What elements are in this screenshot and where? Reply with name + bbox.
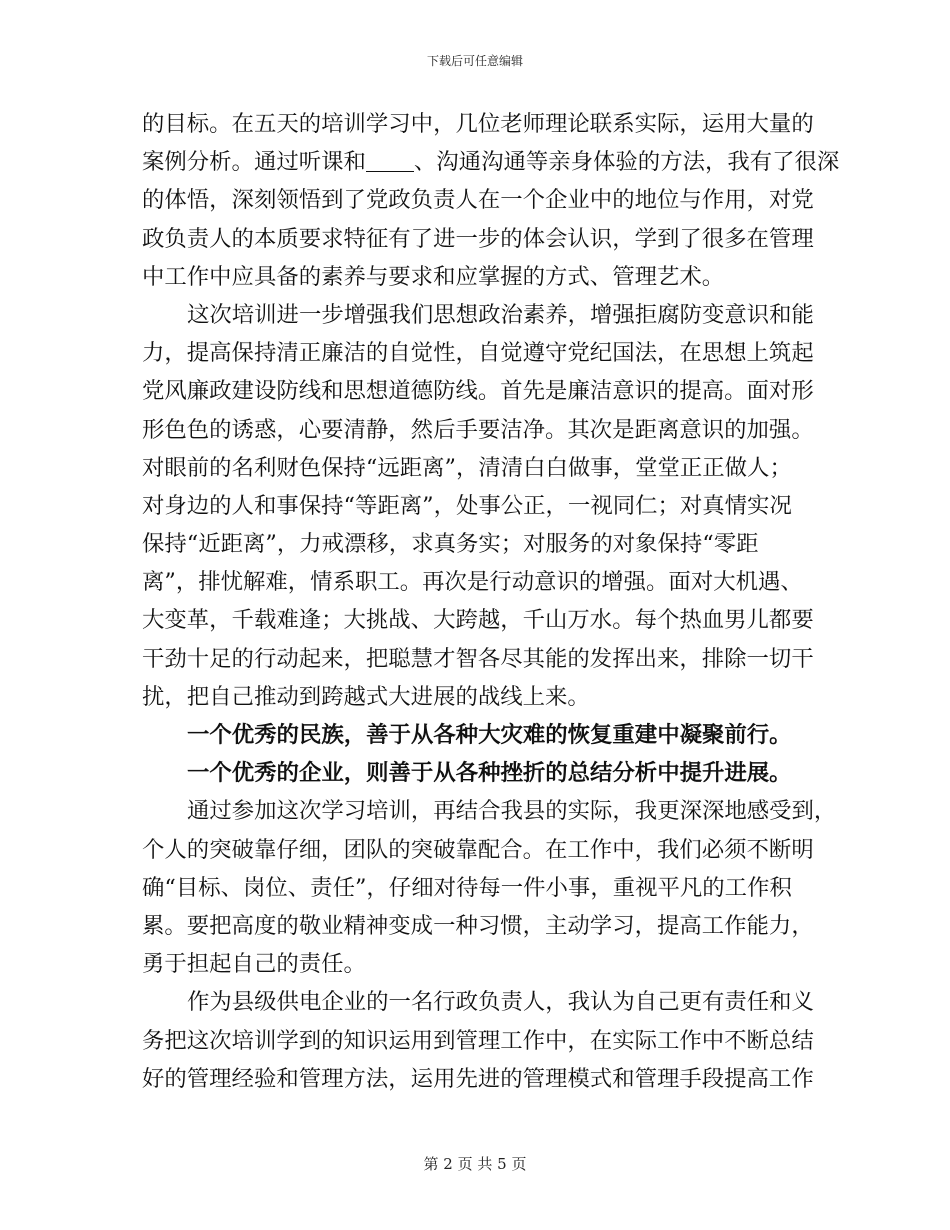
text-line: 的体悟，深刻领悟到了党政负责人在一个企业中的地位与作用，对党: [142, 187, 814, 214]
text-line: 大变革，千载难逢；大挑战、大跨越，千山万水。每个热血男儿都要: [142, 607, 814, 634]
text-line: 通过参加这次学习培训，再结合我县的实际，我更深深地感受到，: [187, 798, 837, 825]
text-line: 对身边的人和事保持“等距离”，处事公正，一视同仁；对真情实况: [142, 492, 792, 519]
text-line: 勇于担起自己的责任。: [142, 951, 366, 978]
text-segment: 案例分析。通过听课和: [142, 149, 366, 176]
text-line: 中工作中应具备的素养与要求和应掌握的方式、管理艺术。: [142, 263, 725, 290]
text-line: 党风廉政建设防线和思想道德防线。首先是廉洁意识的提高。面对形: [142, 378, 814, 405]
text-line: 保持“近距离”，力戒漂移，求真务实；对服务的对象保持“零距: [142, 531, 759, 558]
text-segment: 、沟通沟通等亲身体验的方法，我有了很深: [413, 149, 840, 176]
text-line: 作为县级供电企业的一名行政负责人，我认为自己更有责任和义: [187, 989, 814, 1016]
page-header: 下载后可任意编辑: [426, 54, 523, 68]
text-line: 干劲十足的行动起来，把聪慧才智各尽其能的发挥出来，排除一切干: [142, 645, 814, 672]
text-line: 这次培训进一步增强我们思想政治素养，增强拒腐防变意识和能: [187, 301, 814, 328]
text-line: 对眼前的名利财色保持“远距离”，清清白白做事，堂堂正正做人；: [142, 454, 792, 481]
text-line: 确“目标、岗位、责任”，仔细对待每一件小事，重视平凡的工作积: [142, 874, 792, 901]
text-line: 累。要把高度的敬业精神变成一种习惯，主动学习，提高工作能力，: [142, 912, 814, 939]
text-line: [142, 143, 840, 181]
text-line: 好的管理经验和管理方法，运用先进的管理模式和管理手段提高工作: [142, 1065, 814, 1092]
fill-in-blank: [366, 149, 414, 172]
bold-statement: 一个优秀的民族，善于从各种大灾难的恢复重建中凝聚前行。: [187, 722, 792, 748]
bold-statement: 一个优秀的企业，则善于从各种挫折的总结分析中提升进展。: [187, 760, 792, 787]
text-line: 离”，排忧解难，情系职工。再次是行动意识的增强。面对大机遇、: [142, 569, 803, 596]
text-line: 个人的突破靠仔细，团队的突破靠配合。在工作中，我们必须不断明: [142, 836, 814, 863]
text-line: 政负责人的本质要求特征有了进一步的体会认识，学到了很多在管理: [142, 225, 814, 252]
document-body: [142, 105, 840, 1098]
text-line: 力，提高保持清正廉洁的自觉性，自觉遵守党纪国法，在思想上筑起: [142, 340, 814, 367]
text-line: 扰，把自己推动到跨越式大进展的战线上来。: [142, 683, 590, 710]
text-line: 的目标。在五天的培训学习中，几位老师理论联系实际，运用大量的: [142, 111, 814, 137]
text-line: 形色色的诱惑，心要清静，然后手要洁净。其次是距离意识的加强。: [142, 416, 814, 443]
text-line: 务把这次培训学到的知识运用到管理工作中，在实际工作中不断总结: [142, 1027, 814, 1054]
page-footer: 第 2 页 共 5 页: [423, 1155, 527, 1173]
